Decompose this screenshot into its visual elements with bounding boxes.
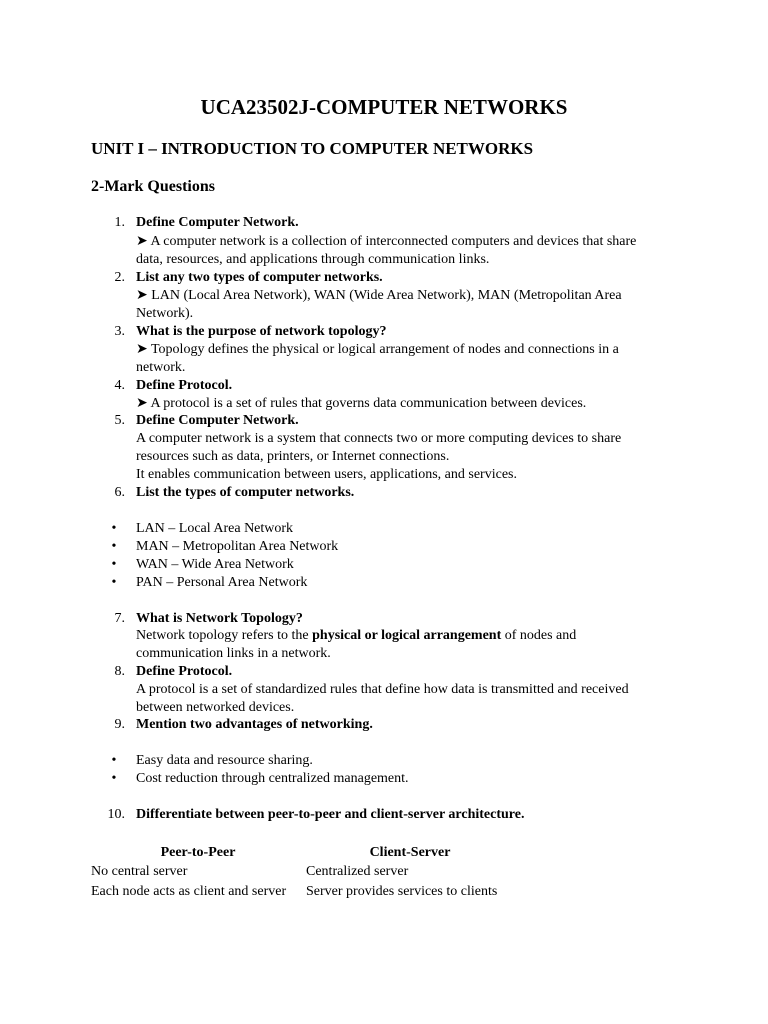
- answer-line: between networked devices.: [136, 700, 295, 715]
- table-header-client-server: Client-Server: [369, 845, 451, 860]
- question-number: 8.: [114, 664, 125, 679]
- answer-line: ➤ A computer network is a collection of interconnected computers and devices that share: [136, 234, 637, 249]
- bullet-icon: •: [111, 753, 117, 768]
- bullet-icon: •: [111, 521, 117, 536]
- list-item: PAN – Personal Area Network: [136, 575, 308, 590]
- answer-line: ➤ LAN (Local Area Network), WAN (Wide Area Network), MAN (Metropolitan Area: [136, 288, 622, 303]
- answer-line: It enables communication between users, applications, and services.: [136, 467, 517, 482]
- list-item: Cost reduction through centralized management.: [136, 771, 409, 786]
- answer-line: network.: [136, 360, 186, 375]
- question-number: 10.: [107, 807, 125, 822]
- answer-line: A computer network is a system that connects two or more computing devices to share: [136, 431, 622, 446]
- question-text: Define Computer Network.: [136, 215, 299, 230]
- question-number: 3.: [114, 324, 125, 339]
- answer-text: Network topology refers to the: [136, 628, 313, 643]
- list-item: WAN – Wide Area Network: [136, 557, 294, 572]
- question-text: Differentiate between peer-to-peer and client-server architecture.: [136, 807, 525, 822]
- answer-line: resources such as data, printers, or Internet connections.: [136, 449, 450, 464]
- table-cell: Each node acts as client and server: [91, 884, 287, 899]
- question-text: Define Computer Network.: [136, 413, 299, 428]
- question-number: 1.: [114, 215, 125, 230]
- question-number: 5.: [114, 413, 125, 428]
- question-text: What is the purpose of network topology?: [136, 324, 387, 339]
- question-number: 9.: [114, 717, 125, 732]
- question-number: 2.: [114, 270, 125, 285]
- question-number: 6.: [114, 485, 125, 500]
- question-text: Define Protocol.: [136, 664, 233, 679]
- answer-text: of nodes and: [501, 628, 577, 643]
- answer-line: ➤ Topology defines the physical or logical arrangement of nodes and connections in a: [136, 342, 619, 357]
- question-text: Define Protocol.: [136, 378, 233, 393]
- question-text: Mention two advantages of networking.: [136, 717, 373, 732]
- question-number: 4.: [114, 378, 125, 393]
- list-item: Easy data and resource sharing.: [136, 753, 313, 768]
- answer-line: Network).: [136, 306, 194, 321]
- answer-line: ➤ A protocol is a set of rules that governs data communication between devices.: [136, 396, 587, 411]
- answer-line: A protocol is a set of standardized rules that define how data is transmitted and received: [136, 682, 629, 697]
- answer-line: communication links in a network.: [136, 646, 331, 661]
- answer-line: [136, 627, 576, 645]
- answer-emphasis: physical or logical arrangement: [312, 628, 502, 643]
- list-item: MAN – Metropolitan Area Network: [136, 539, 339, 554]
- table-cell: No central server: [91, 864, 188, 879]
- table-cell: Centralized server: [306, 864, 409, 879]
- list-item: LAN – Local Area Network: [136, 521, 294, 536]
- section-heading: 2-Mark Questions: [91, 178, 215, 195]
- bullet-icon: •: [111, 575, 117, 590]
- unit-heading: UNIT I – INTRODUCTION TO COMPUTER NETWORKS: [91, 139, 534, 158]
- question-number: 7.: [114, 611, 125, 626]
- question-text: List any two types of computer networks.: [136, 270, 383, 285]
- document-title: UCA23502J-COMPUTER NETWORKS: [200, 95, 568, 119]
- question-text: List the types of computer networks.: [136, 485, 355, 500]
- answer-line: data, resources, and applications through communication links.: [136, 252, 490, 267]
- bullet-icon: •: [111, 539, 117, 554]
- bullet-icon: •: [111, 557, 117, 572]
- table-cell: Server provides services to clients: [306, 884, 498, 899]
- bullet-icon: •: [111, 771, 117, 786]
- question-text: What is Network Topology?: [136, 611, 303, 626]
- table-header-peer-to-peer: Peer-to-Peer: [160, 845, 236, 860]
